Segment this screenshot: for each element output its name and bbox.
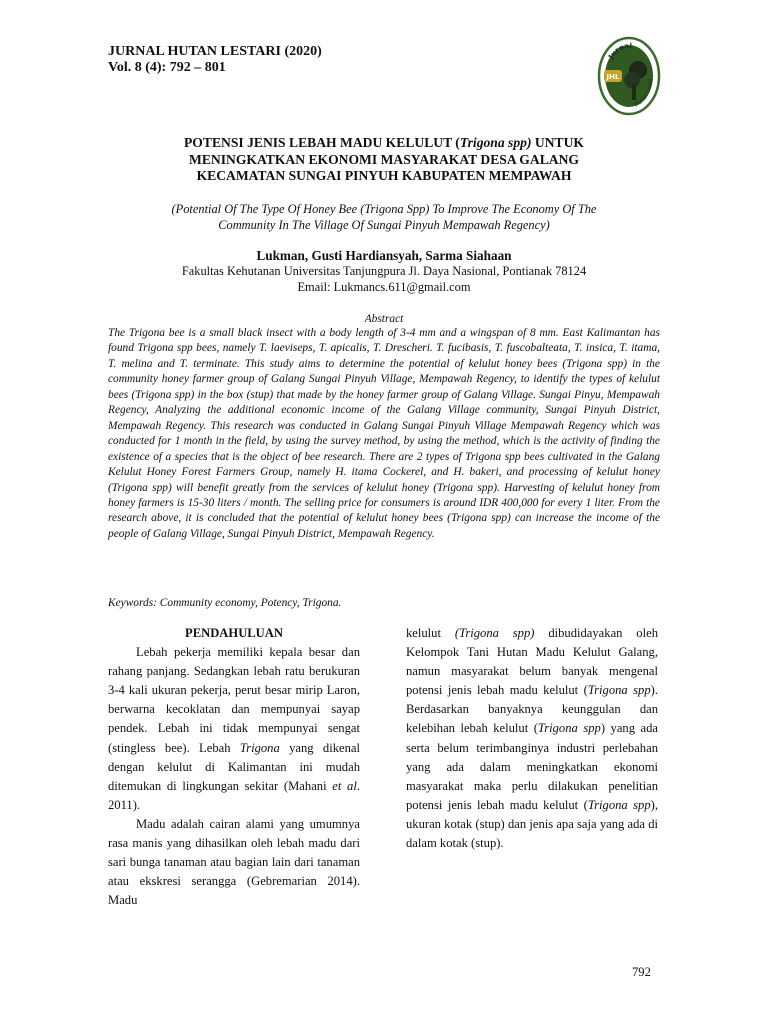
journal-header <box>108 44 322 76</box>
authors: Lukman, Gusti Hardiansyah, Sarma Siahaan <box>256 248 512 263</box>
paragraph-2: Madu adalah cairan alami yang umumnya rasa manis yang dihasilkan oleh lebah madu dari sari bunga tanaman atau bagian lain dari tanaman atau ekskresi serangga (Gebremarian 2014). Madu <box>108 816 360 908</box>
title-line1-a: POTENSI JENIS LEBAH MADU KELULUT ( <box>184 135 460 150</box>
title-line2: MENINGKATKAN EKONOMI MASYARAKAT DESA GALANG <box>189 151 579 167</box>
abstract-body <box>108 326 660 542</box>
page-number: 792 <box>632 965 651 979</box>
paragraph-3: kelulut (Trigona spp) dibudidayakan oleh Kelompok Tani Hutan Madu Kelulut Galang, namun masyarakat belum banyak mengenal potensi jenis lebah madu kelulut (Trigona spp). Berdasarkan banyaknya keunggulan dan kelebihan lebah kelulut (Trigona spp) yang ada serta belum terimbanginya industri perlebahan yang ada dalam meningkatkan ekonomi masyarakat maka perlu dilakukan penelitian potensi jenis lebah madu kelulut (Trigona spp), ukuran kotak (stup) dan jenis apa saja yang ada di dalam kotak (stup). <box>406 626 658 851</box>
left-column <box>108 624 360 910</box>
subtitle-line1: (Potential Of The Type Of Honey Bee (Trigona Spp) To Improve The Economy Of The <box>171 202 597 216</box>
section-heading-pendahuluan: PENDAHULUAN <box>185 626 283 640</box>
affiliation-block <box>112 264 656 295</box>
logo-text-bottom: Hutan Lesta <box>633 78 655 109</box>
paper-subtitle <box>112 202 656 233</box>
affiliation: Fakultas Kehutanan Universitas Tanjungpura Jl. Daya Nasional, Pontianak 78124 <box>181 264 587 278</box>
subtitle-line2: Community In The Village Of Sungai Pinyuh Mempawah Regency) <box>218 217 550 232</box>
logo-text-top: Jurnal <box>606 40 633 61</box>
abstract-text: The Trigona bee is a small black insect with a body length of 3-4 mm and a wingspan of 8 mm. East Kalimantan has found Trigona spp bees, namely T. laeviseps, T. apicalis, T. Drescheri. T. fucibasis, T. fuscobalteata, T. insica, T. itama, T. melina and T. terminate. This study aims to determine the potential of kelulut honey bees (Trigona spp) in the community honey farmer group of Galang Sungai Pinyuh Village, Mempawah Regency, to identify the types of kelulut bees (Trigona spp) in the box (stup) that made by the honey farmer group of Galang Village. Sungai Pinyu, Mempawah Regency, Analyzing the additional economic income of the Galang Village community, Sungai Pinyuh District, Mempawah Regency. This research was conducted in Galang Sungai Pinyuh Village Mempawah Regency which was conducted for 1 month in the field, by using the survey method, by using the method, which is the activity of finding the existence of a species that is the object of bee research. There are 2 types of Trigona spp bees cultivated in the Galang Kelulut Honey Forest Farmers Group, namely H. itama Cockerel, and H. bakeri, and processing of kelulut honey (Trigona spp) will benefit greatly from the services of kelulut honey (Trigona spp). Harvesting of kelulut honey from honey farmers is 15-30 liters / month. The selling price for consumers is around IDR 400,000 for every 1 liter. From the research above, it is concluded that the potential of kelulut honey bees (Trigona spp) can increase the income of the people of Galang Village, Sungai Pinyuh District, Mempawah Regency. <box>108 327 660 540</box>
title-line1-b: UNTUK <box>531 135 584 150</box>
paragraph-1: Lebah pekerja memiliki kepala besar dan rahang panjang. Sedangkan lebah ratu berukuran 3-4 kali ukuran pekerja, perut besar mirip Laron, berwarna kecoklatan dan mempunyai sayap pendek. Lebah ini tidak mempunyai sengat (stingless bee). Lebah Trigona yang dikenal dengan kelulut di Kalimantan ini mudah ditemukan di lingkungan sekitar (Mahani et al. 2011). <box>108 645 360 812</box>
keywords: Keywords: Community economy, Potency, Trigona. <box>108 597 342 609</box>
journal-name: JURNAL HUTAN LESTARI (2020) <box>108 44 322 59</box>
journal-logo <box>596 36 662 116</box>
right-column <box>406 624 658 853</box>
logo-text-mid: JHL <box>606 73 620 81</box>
title-line3: KECAMATAN SUNGAI PINYUH KABUPATEN MEMPAWAH <box>196 168 572 183</box>
abstract-heading: Abstract <box>364 313 404 325</box>
paper-title <box>110 135 658 185</box>
journal-volume: Vol. 8 (4): 792 – 801 <box>108 60 226 75</box>
title-line1-italic: Trigona spp) <box>459 135 532 150</box>
email: Email: Lukmancs.611@gmail.com <box>297 279 471 294</box>
logo-tree-trunk <box>632 84 636 100</box>
journal-logo-graphic <box>596 36 662 116</box>
